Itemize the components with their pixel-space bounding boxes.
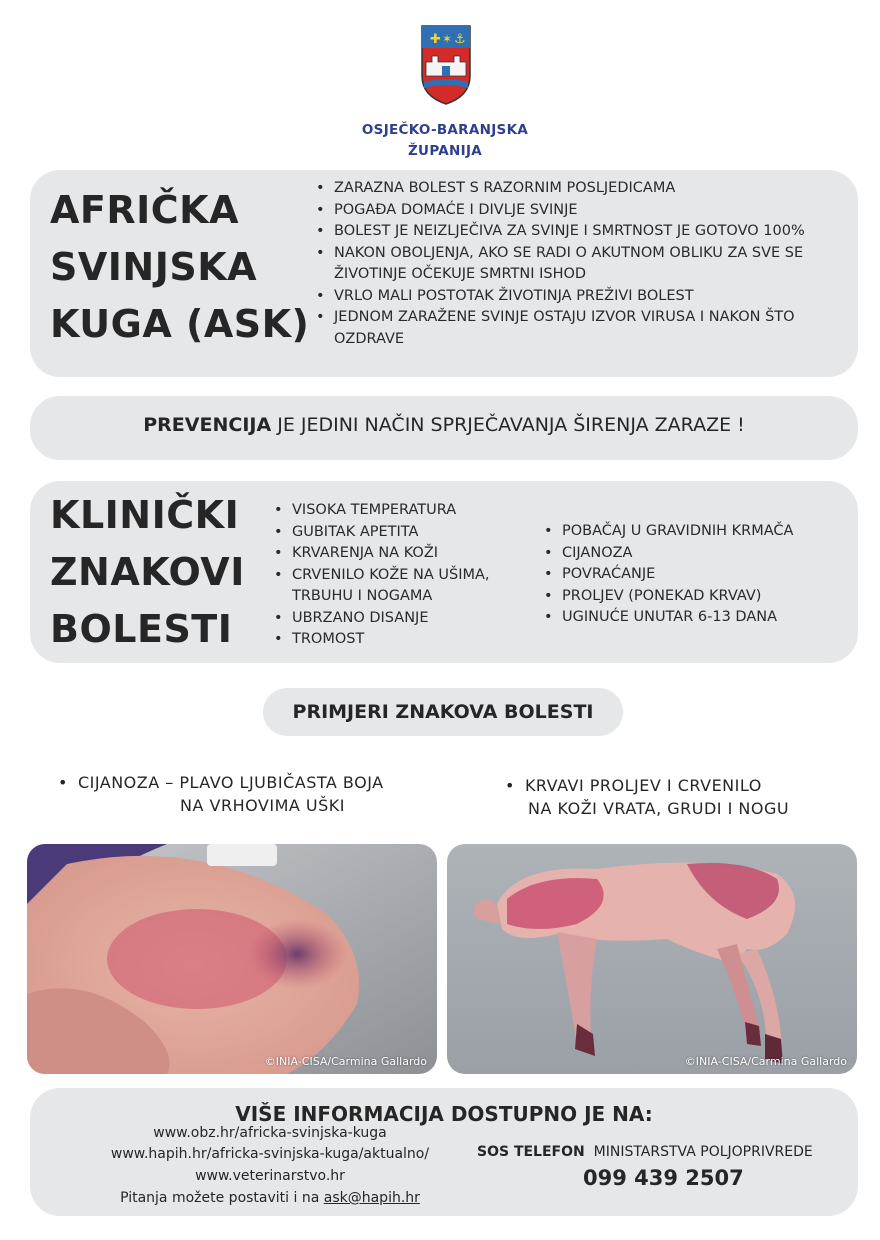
fact-item: • POGAĐA DOMAĆE I DIVLJE SVINJE xyxy=(314,200,839,222)
svg-text:⚓: ⚓ xyxy=(454,32,466,47)
sign-item: • KRVARENJA NA KOŽI xyxy=(272,543,512,565)
prevention-keyword: PREVENCIJA xyxy=(143,414,272,436)
pig-body-illustration xyxy=(447,844,857,1074)
county-coat-of-arms xyxy=(418,24,474,106)
clinical-title-line: KLINIČKI xyxy=(50,493,240,537)
sign-item: • VISOKA TEMPERATURA xyxy=(272,500,512,522)
sign-item: • TROMOST xyxy=(272,629,512,651)
clinical-signs-column-1 xyxy=(272,500,512,651)
examples-heading-badge xyxy=(263,688,623,736)
link-veterinarstvo[interactable]: www.veterinarstvo.hr xyxy=(195,1168,345,1184)
fact-item: • NAKON OBOLJENJA, AKO SE RADI O AKUTNOM OBLIKU ZA SVE SE ŽIVOTINJE OČEKUJE SMRTNI ISHOD xyxy=(314,243,839,286)
photo-cyanosis-ear xyxy=(27,844,437,1074)
photo-red-skin-pig xyxy=(447,844,857,1074)
disease-overview-panel xyxy=(30,170,858,377)
sign-item: • UBRZANO DISANJE xyxy=(272,608,512,630)
caption-text: KRVAVI PROLJEV I CRVENILO xyxy=(524,776,762,795)
link-obz[interactable]: www.obz.hr/africka-svinjska-kuga xyxy=(153,1125,387,1141)
fact-item: • JEDNOM ZARAŽENE SVINJE OSTAJU IZVOR VIRUSA I NAKON ŠTO OZDRAVE xyxy=(314,307,839,350)
fact-item: • ZARAZNA BOLEST S RAZORNIM POSLJEDICAMA xyxy=(314,178,839,200)
sos-label-bold: SOS TELEFON xyxy=(477,1144,585,1160)
questions-email-link[interactable]: ask@hapih.hr xyxy=(323,1190,420,1206)
sos-label xyxy=(477,1144,813,1160)
disease-title-line: AFRIČKA xyxy=(50,188,240,232)
prevention-rest: JE JEDINI NAČIN SPRJEČAVANJA ŠIRENJA ZARAZE ! xyxy=(271,414,745,436)
more-info-panel xyxy=(30,1088,858,1216)
sign-item: • POVRAĆANJE xyxy=(542,564,832,586)
pig-ear-illustration xyxy=(27,844,437,1074)
clinical-title-line: ZNAKOVI xyxy=(50,550,245,594)
caption-line: • CIJANOZA – PLAVO LJUBIČASTA BOJA xyxy=(58,773,384,792)
link-hapih[interactable]: www.hapih.hr/africka-svinjska-kuga/aktualno/ xyxy=(110,1146,430,1162)
disease-title-line: KUGA (ASK) xyxy=(50,302,310,346)
svg-text:✶: ✶ xyxy=(442,32,453,46)
fact-item: • VRLO MALI POSTOTAK ŽIVOTINJA PREŽIVI BOLEST xyxy=(314,286,839,308)
sign-item: • GUBITAK APETITA xyxy=(272,522,512,544)
sign-item: • POBAČAJ U GRAVIDNIH KRMAČA xyxy=(542,521,832,543)
caption-line: NA KOŽI VRATA, GRUDI I NOGU xyxy=(528,799,790,818)
caption-text: CIJANOZA – PLAVO LJUBIČASTA BOJA xyxy=(77,773,384,792)
prevention-panel xyxy=(30,396,858,460)
left-photo-caption xyxy=(58,771,438,817)
clinical-title xyxy=(50,487,245,658)
caption-line: • KRVAVI PROLJEV I CRVENILO xyxy=(505,776,762,795)
disease-facts-list xyxy=(314,178,839,350)
svg-text:✚: ✚ xyxy=(430,32,441,47)
caption-line: NA VRHOVIMA UŠKI xyxy=(180,796,345,815)
more-info-title: VIŠE INFORMACIJA DOSTUPNO JE NA: xyxy=(235,1102,653,1126)
disease-title xyxy=(50,182,309,353)
sign-item: • CRVENILO KOŽE NA UŠIMA, TRBUHU I NOGAMA xyxy=(272,565,512,608)
sign-item: • PROLJEV (PONEKAD KRVAV) xyxy=(542,586,832,608)
sign-item: • UGINUĆE UNUTAR 6-13 DANA xyxy=(542,607,832,629)
fact-item: • BOLEST JE NEIZLJEČIVA ZA SVINJE I SMRTNOST JE GOTOVO 100% xyxy=(314,221,839,243)
clinical-title-line: BOLESTI xyxy=(50,607,233,651)
prevention-statement xyxy=(30,414,858,436)
questions-prefix: Pitanja možete postaviti i na xyxy=(120,1190,324,1206)
county-name-line1: OSJEČKO-BARANJSKA xyxy=(361,122,529,138)
clinical-signs-panel xyxy=(30,481,858,663)
photo-credit: ©INIA-CISA/Carmina Gallardo xyxy=(684,1055,847,1068)
photo-credit: ©INIA-CISA/Carmina Gallardo xyxy=(264,1055,427,1068)
clinical-signs-column-2 xyxy=(542,521,832,629)
disease-title-line: SVINJSKA xyxy=(50,245,258,289)
sos-label-rest: MINISTARSTVA POLJOPRIVREDE xyxy=(584,1144,813,1160)
questions-line xyxy=(70,1190,470,1206)
sign-item: • CIJANOZA xyxy=(542,543,832,565)
examples-heading: PRIMJERI ZNAKOVA BOLESTI xyxy=(292,701,594,723)
sos-phone-number[interactable]: 099 439 2507 xyxy=(583,1166,744,1190)
right-photo-caption xyxy=(505,774,825,820)
county-name-line2: ŽUPANIJA xyxy=(407,143,483,159)
